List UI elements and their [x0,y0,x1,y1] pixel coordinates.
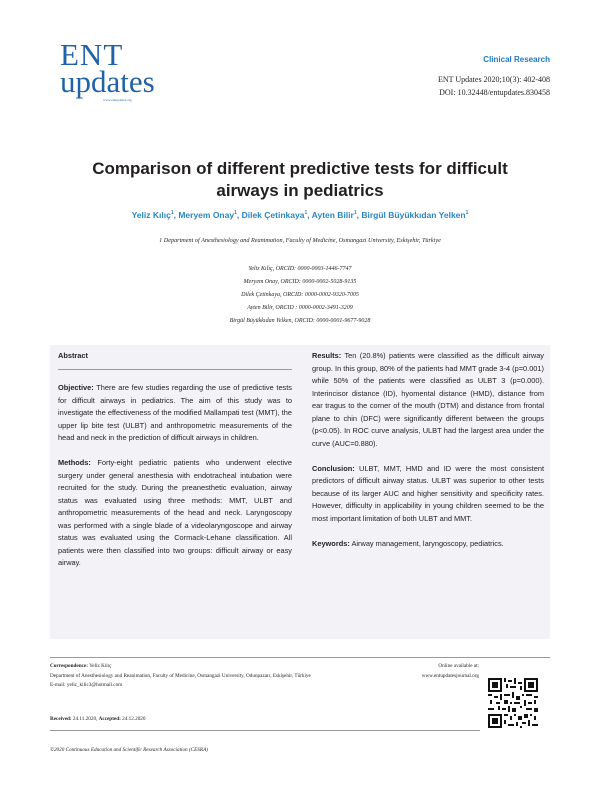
online-label: Online available at: [438,663,479,669]
affiliation: 1 Department of Anesthesiology and Reanimation, Faculty of Medicine, Osmangazi University, Eskişehir, Türkiye [159,237,441,244]
objective-text: There are few studies regarding the use of predictive tests for difficult airways in pediatrics. The aim of this study was to investigate the effectiveness of the modified Mallampati test (MMT), the upper lip bite test (ULBT) and anthropometric measurements of the head and neck in the prediction of difficult airways in children. [58,383,292,442]
conclusion-label: Conclusion: [312,463,355,473]
author-sup: 1 [353,210,357,217]
journal-logo-line2: updates [60,64,155,99]
corr-email[interactable]: E-mail: yeliz_kilic3@hotmail.com [50,682,123,688]
received-accepted [50,716,145,722]
footer-divider [50,657,550,658]
methods-label: Methods: [58,458,91,467]
corr-address: Department of Anesthesiology and Reanimation, Faculty of Medicine, Osmangazi University, Odunpazarı, Eskişehir, Türkiye [50,672,311,679]
abstract-left-column [58,350,292,582]
author-sup: 1 [234,210,237,217]
journal-logo-url: www.entupdates.org [103,98,132,102]
corr-label: Correspondence: [50,663,88,669]
copyright: ©2020 Continuous Education and Scientific Research Association (CESRA) [50,747,208,753]
objective-label: Objective: [58,383,94,392]
objective-paragraph [58,382,292,445]
abstract-box [50,345,550,639]
keywords-label: Keywords: [312,538,350,548]
doi[interactable]: DOI: 10.32448/entupdates.830458 [439,88,550,97]
abstract-right-column [312,350,544,563]
methods-paragraph [58,457,292,570]
author-sup: 1 [304,210,308,217]
article-title [60,158,540,202]
orcid-line: Meryem Onay, ORCID: 0000-0002-5028-9135 [243,279,357,285]
citation: ENT Updates 2020;10(3): 402-408 [437,75,550,84]
author-sup: 1 [170,210,174,217]
abstract-divider [58,369,292,370]
journal-logo-line1: ENT [60,37,124,72]
received-label: Received: [50,716,72,722]
title-line-1: Comparison of different predictive tests for difficult [92,159,508,178]
author: Yeliz Kılıç [131,210,171,220]
author: Birgül Büyükkıdan Yelken [361,210,466,220]
conclusion-paragraph [312,463,544,526]
footer-divider-2 [50,730,480,731]
orcid-line: Birgül Büyükkıdan Yelken, ORCID: 0000-0001-9677-9028 [229,318,371,324]
abstract-heading: Abstract [58,351,88,360]
author: Ayten Bilir [311,210,354,220]
conclusion-text: ULBT, MMT, HMD and ID were the most consistent predictors of difficult airway status. ULBT was superior to other tests because of its larger AUC and higher sensitivity and specificity rates. However, difficulty in applicability in young children seemed to be the most important limitation of both ULBT and MMT. [312,463,545,523]
orcid-line: Yeliz Kılıç, ORCID: 0000-0003-1446-7747 [248,266,352,272]
article-category: Clinical Research [483,55,550,64]
received-date: 24.11.2020, [72,716,98,722]
accepted-label: Accepted: [98,716,121,722]
correspondence [50,662,430,691]
online-url[interactable]: www.entupdatesjournal.org [421,672,479,679]
results-label: Results: [312,351,342,360]
keywords-text: Airway management, laryngoscopy, pediatrics. [351,538,504,548]
author-list: Yeliz Kılıç$^1$, Meryem Onay$^1$, Dilek Çetinkaya$^1$, Ayten Bilir$^1$, Birgül Büyükkıdan Yelken$^1$ [131,210,469,220]
results-paragraph [312,350,544,450]
results-text: Ten (20.8%) patients were classified as the difficult airway group. In this group, 80% of the patients had MMT grade 3-4 (p=0.001) while 50% of the patients were classified as ULBT 3 (p=0.000). Interincisor distance (ID), hyomental distance (HMD), distance from ear tragus to the corner of the mouth (DTM) and distance from frontal plane to chin (DFC) were significantly different between the groups (p<0.05). In ROC curve analysis, ULBT had the largest area under the curve (AUC=0.880). [312,351,544,448]
author: Dilek Çetinkaya [241,210,305,220]
online-availability [395,662,479,681]
title-line-2: airways in pediatrics [216,181,384,200]
corr-name: Yeliz Kılıç [89,663,112,669]
accepted-date: 24.12.2020 [122,716,146,722]
keywords-paragraph [312,538,544,551]
orcid-line: Ayten Bilir, ORCID : 0000-0002-3491-3209 [247,305,353,311]
author: Meryem Onay [178,210,235,220]
methods-text: Forty-eight pediatric patients who underwent elective surgery under general anesthesia with endotracheal intubation were recruited for the study. During the preanesthetic evaluation, airway status was evaluated using three methods: MMT, ULBT and anthropometric measurements of the head and neck. Laryngoscopy was performed with a single blade of a videolaryngoscope and airway status was evaluated using the Cormack-Lehane classification. All patients were then classified into two groups: difficult airway or easy airway. [58,458,292,567]
qr-code-icon[interactable] [488,678,538,728]
author-sup: 1 [465,210,469,217]
orcid-line: Dilek Çetinkaya, ORCID: 0000-0002-9320-7005 [241,292,359,298]
